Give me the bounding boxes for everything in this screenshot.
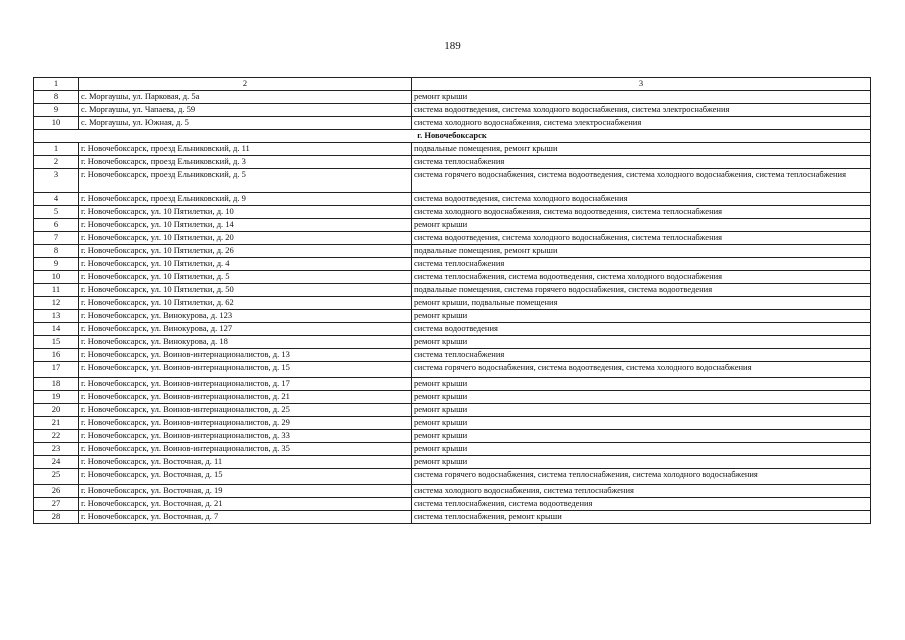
work-type-cell: система горячего водоснабжения, система теплоснабжения, система холодного водоснабжения (412, 469, 871, 485)
row-number-cell: 22 (34, 430, 79, 443)
work-type-cell: ремонт крыши (412, 310, 871, 323)
table-row (34, 430, 871, 443)
address-cell: г. Новочебоксарск, ул. 10 Пятилетки, д. 10 (79, 206, 412, 219)
work-type-cell: система теплоснабжения (412, 156, 871, 169)
row-number-cell: 5 (34, 206, 79, 219)
table-row (34, 206, 871, 219)
column-number-1: 1 (34, 78, 79, 91)
address-cell: с. Моргаушы, ул. Чапаева, д. 59 (79, 104, 412, 117)
row-number-cell: 21 (34, 417, 79, 430)
table-row (34, 362, 871, 378)
address-cell: г. Новочебоксарск, ул. Воинов-интернационалистов, д. 17 (79, 378, 412, 391)
table-row (34, 404, 871, 417)
table-row (34, 336, 871, 349)
address-cell: г. Новочебоксарск, ул. 10 Пятилетки, д. 14 (79, 219, 412, 232)
row-number-cell: 10 (34, 271, 79, 284)
table-row (34, 417, 871, 430)
table-row (34, 443, 871, 456)
address-cell: г. Новочебоксарск, ул. Воинов-интернационалистов, д. 15 (79, 362, 412, 378)
table-row (34, 391, 871, 404)
address-cell: г. Новочебоксарск, ул. 10 Пятилетки, д. 62 (79, 297, 412, 310)
address-cell: г. Новочебоксарск, ул. Воинов-интернационалистов, д. 33 (79, 430, 412, 443)
work-type-cell: система теплоснабжения, система водоотведения, система холодного водоснабжения (412, 271, 871, 284)
row-number-cell: 2 (34, 156, 79, 169)
row-number-cell: 28 (34, 511, 79, 524)
address-cell: с. Моргаушы, ул. Южная, д. 5 (79, 117, 412, 130)
page-number: 189 (444, 40, 461, 52)
work-type-cell: система водоотведения, система холодного водоснабжения, система электроснабжения (412, 104, 871, 117)
row-number-cell: 18 (34, 378, 79, 391)
work-type-cell: подвальные помещения, ремонт крыши (412, 143, 871, 156)
address-cell: г. Новочебоксарск, проезд Ельниковский, д. 3 (79, 156, 412, 169)
address-cell: г. Новочебоксарск, ул. Воинов-интернационалистов, д. 25 (79, 404, 412, 417)
table-row (34, 169, 871, 193)
row-number-cell: 19 (34, 391, 79, 404)
section-header-row (34, 130, 871, 143)
address-cell: г. Новочебоксарск, ул. Восточная, д. 19 (79, 485, 412, 498)
work-type-cell: система теплоснабжения, система водоотведения (412, 498, 871, 511)
row-number-cell: 16 (34, 349, 79, 362)
address-cell: г. Новочебоксарск, ул. Восточная, д. 11 (79, 456, 412, 469)
address-cell: г. Новочебоксарск, ул. 10 Пятилетки, д. 20 (79, 232, 412, 245)
row-number-cell: 23 (34, 443, 79, 456)
row-number-cell: 25 (34, 469, 79, 485)
work-type-cell: система водоотведения, система холодного водоснабжения (412, 193, 871, 206)
address-cell: г. Новочебоксарск, ул. Воинов-интернационалистов, д. 21 (79, 391, 412, 404)
work-type-cell: ремонт крыши (412, 456, 871, 469)
table-row (34, 469, 871, 485)
table-row (34, 456, 871, 469)
work-type-cell: система горячего водоснабжения, система водоотведения, система холодного водоснабжения (412, 362, 871, 378)
address-cell: г. Новочебоксарск, ул. Винокурова, д. 123 (79, 310, 412, 323)
table-row (34, 193, 871, 206)
work-type-cell: ремонт крыши (412, 219, 871, 232)
address-cell: г. Новочебоксарск, ул. 10 Пятилетки, д. 4 (79, 258, 412, 271)
row-number-cell: 1 (34, 143, 79, 156)
row-number-cell: 15 (34, 336, 79, 349)
address-cell: г. Новочебоксарск, ул. 10 Пятилетки, д. 26 (79, 245, 412, 258)
column-number-3: 3 (412, 78, 871, 91)
table-row (34, 378, 871, 391)
work-type-cell: система холодного водоснабжения, система теплоснабжения (412, 485, 871, 498)
row-number-cell: 10 (34, 117, 79, 130)
address-cell: г. Новочебоксарск, ул. Воинов-интернационалистов, д. 29 (79, 417, 412, 430)
work-type-cell: система горячего водоснабжения, система водоотведения, система холодного водоснабжения, система теплоснабжения (412, 169, 871, 193)
row-number-cell: 8 (34, 91, 79, 104)
work-type-cell: ремонт крыши (412, 336, 871, 349)
table-row (34, 258, 871, 271)
work-type-cell: ремонт крыши (412, 91, 871, 104)
table-row (34, 143, 871, 156)
row-number-cell: 8 (34, 245, 79, 258)
table-row (34, 498, 871, 511)
row-number-cell: 20 (34, 404, 79, 417)
table-row (34, 91, 871, 104)
table-row (34, 349, 871, 362)
row-number-cell: 3 (34, 169, 79, 193)
address-cell: г. Новочебоксарск, ул. Восточная, д. 7 (79, 511, 412, 524)
work-type-cell: ремонт крыши (412, 378, 871, 391)
work-type-cell: ремонт крыши (412, 430, 871, 443)
row-number-cell: 24 (34, 456, 79, 469)
work-type-cell: ремонт крыши (412, 404, 871, 417)
row-number-cell: 9 (34, 104, 79, 117)
table-row (34, 117, 871, 130)
row-number-cell: 17 (34, 362, 79, 378)
column-number-2: 2 (79, 78, 412, 91)
address-cell: г. Новочебоксарск, проезд Ельниковский, д. 9 (79, 193, 412, 206)
work-type-cell: система холодного водоснабжения, система электроснабжения (412, 117, 871, 130)
address-cell: г. Новочебоксарск, ул. Восточная, д. 15 (79, 469, 412, 485)
work-type-cell: система водоотведения, система холодного водоснабжения, система теплоснабжения (412, 232, 871, 245)
table-row (34, 271, 871, 284)
table-row (34, 232, 871, 245)
row-number-cell: 4 (34, 193, 79, 206)
table-row (34, 284, 871, 297)
work-type-cell: подвальные помещения, ремонт крыши (412, 245, 871, 258)
work-type-cell: ремонт крыши (412, 443, 871, 456)
row-number-cell: 11 (34, 284, 79, 297)
work-type-cell: ремонт крыши (412, 391, 871, 404)
row-number-cell: 6 (34, 219, 79, 232)
row-number-cell: 27 (34, 498, 79, 511)
work-type-cell: система водоотведения (412, 323, 871, 336)
table-header-row (34, 78, 871, 91)
table-row (34, 297, 871, 310)
work-type-cell: система теплоснабжения (412, 258, 871, 271)
row-number-cell: 7 (34, 232, 79, 245)
address-cell: с. Моргаушы, ул. Парковая, д. 5а (79, 91, 412, 104)
table-row (34, 245, 871, 258)
repair-table (33, 77, 871, 524)
table-row (34, 310, 871, 323)
address-cell: г. Новочебоксарск, ул. Воинов-интернационалистов, д. 13 (79, 349, 412, 362)
row-number-cell: 9 (34, 258, 79, 271)
table-row (34, 323, 871, 336)
address-cell: г. Новочебоксарск, ул. 10 Пятилетки, д. 50 (79, 284, 412, 297)
table-row (34, 511, 871, 524)
address-cell: г. Новочебоксарск, ул. Восточная, д. 21 (79, 498, 412, 511)
row-number-cell: 26 (34, 485, 79, 498)
address-cell: г. Новочебоксарск, ул. Винокурова, д. 127 (79, 323, 412, 336)
work-type-cell: система теплоснабжения (412, 349, 871, 362)
section-title: г. Новочебоксарск (34, 130, 871, 143)
work-type-cell: подвальные помещения, система горячего водоснабжения, система водоотведения (412, 284, 871, 297)
work-type-cell: система теплоснабжения, ремонт крыши (412, 511, 871, 524)
address-cell: г. Новочебоксарск, ул. 10 Пятилетки, д. 5 (79, 271, 412, 284)
address-cell: г. Новочебоксарск, проезд Ельниковский, д. 11 (79, 143, 412, 156)
row-number-cell: 13 (34, 310, 79, 323)
row-number-cell: 14 (34, 323, 79, 336)
work-type-cell: ремонт крыши (412, 417, 871, 430)
work-type-cell: система холодного водоснабжения, система водоотведения, система теплоснабжения (412, 206, 871, 219)
table-row (34, 485, 871, 498)
table-row (34, 156, 871, 169)
work-type-cell: ремонт крыши, подвальные помещения (412, 297, 871, 310)
table-row (34, 104, 871, 117)
address-cell: г. Новочебоксарск, проезд Ельниковский, д. 5 (79, 169, 412, 193)
table-row (34, 219, 871, 232)
address-cell: г. Новочебоксарск, ул. Винокурова, д. 18 (79, 336, 412, 349)
row-number-cell: 12 (34, 297, 79, 310)
address-cell: г. Новочебоксарск, ул. Воинов-интернационалистов, д. 35 (79, 443, 412, 456)
